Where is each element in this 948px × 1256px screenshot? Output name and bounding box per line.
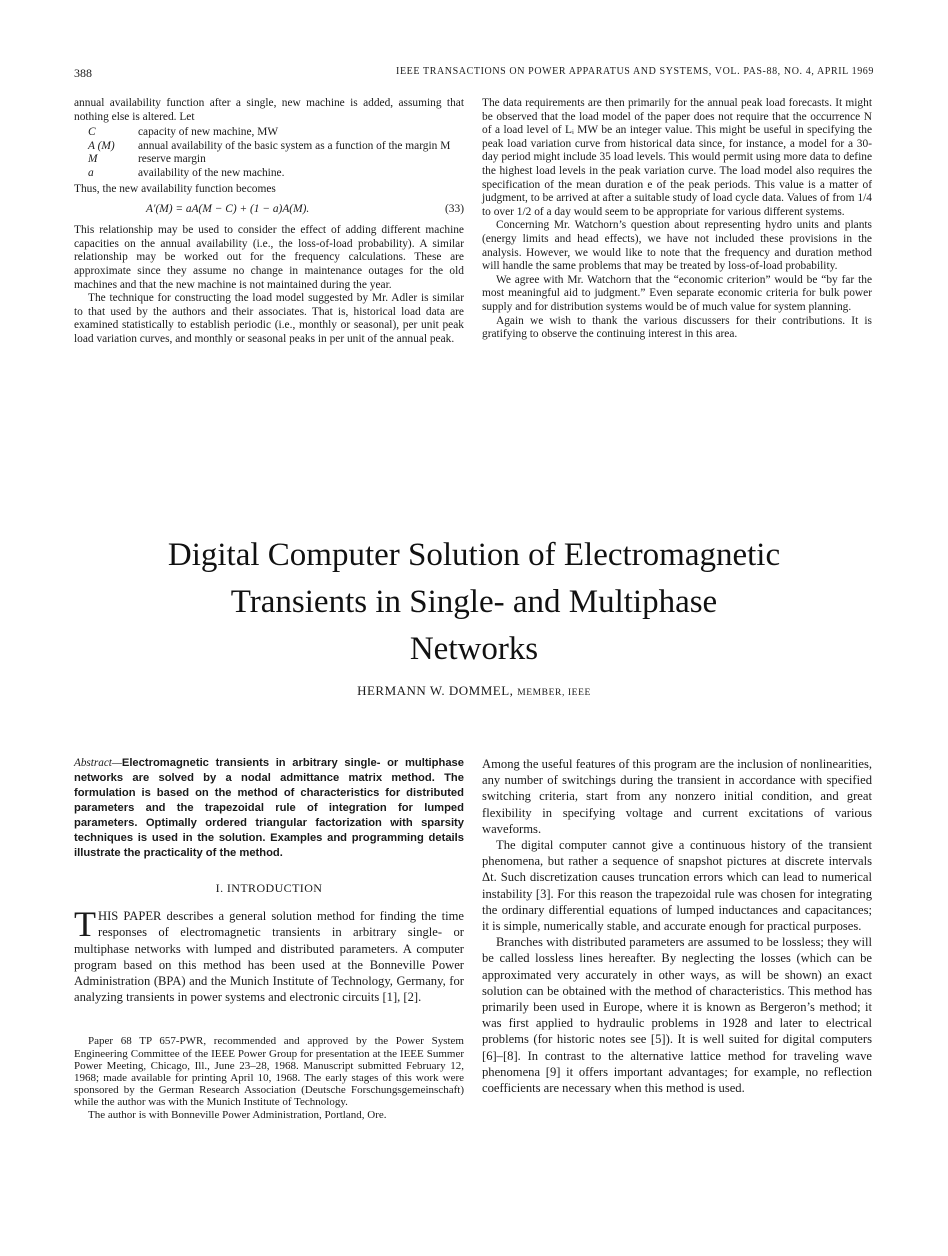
paragraph: The digital computer cannot give a continuous history of the transient phenomena, but rather a sequence of snapshot pictures at discrete intervals Δt. Such discretization causes truncation errors which can lead to numerical instability [3]. For this reason the trapezoidal rule was chosen for integrating the ordinary differential equations of lumped inductances and capacitances; it is simple, numerically stable, and accurate enough for practical purposes.: [482, 838, 872, 934]
definition-text: reserve margin: [138, 153, 206, 166]
definition-list: [74, 126, 464, 180]
author-name: HERMANN W. DOMMEL,: [357, 683, 514, 698]
abstract-text: Electromagnetic transients in arbitrary single- or multiphase networks are solved by a nodal admittance matrix method. The formulation is based on the method of characteristics for distributed parameters and the trapezoidal rule of integration for lumped parameters. Optimally ordered triangular factorization with sparsity techniques is used in the solution. Examples and programming details illustrate the practicality of the method.: [74, 757, 464, 859]
paragraph: Branches with distributed parameters are assumed to be lossless; they will be called lossless lines hereafter. By neglecting the losses (which can be approximated very accurately in other ways, as will be shown) an exact solution can be obtained with the method of characteristics. This method has primarily been used in Europe, where it is known as Bergeron’s method; it was first applied to hydraulic problems in 1928 and later to electrical problems (for historic notes see [5]). It is well suited for digital computers [6]–[8]. In contrast to the alternative lattice method for traveling wave phenomena [9] it offers important advantages; for example, no reflection coefficients are necessary when this method is used.: [482, 935, 872, 1096]
definition-symbol: M: [88, 153, 98, 166]
abstract: [74, 756, 464, 861]
paragraph: This relationship may be used to consider the effect of adding different machine capacities on the annual availability (i.e., the loss-of-load probability). A similar relationship may be worked out for the frequency calculations. These are approximate since they assume no change in maintenance outages for the old machines and that the new machine is not maintained during the year.: [74, 224, 464, 291]
journal-title: IEEE TRANSACTIONS ON POWER APPARATUS AND SYSTEMS, VOL. PAS-88, NO. 4, APRIL 1969: [396, 66, 874, 77]
page-number: 388: [74, 66, 92, 80]
equation-number: (33): [445, 203, 464, 216]
intro-paragraph: [74, 904, 464, 1005]
paragraph: We agree with Mr. Watchorn that the “economic criterion” would be “by far the most meaningful aid to judgment.” Even separate economic criteria for bulk power supply and for distribution systems would be of much value for system planning.: [482, 273, 872, 313]
definition-row: [74, 140, 464, 154]
article-title: [60, 532, 888, 673]
discussion-right-column: [482, 97, 872, 342]
intro-text: HIS PAPER describes a general solution method for finding the time responses of electromagnetic transients in arbitrary single- or multiphase networks with lumped and distributed parameters. A computer program based on this method has been used at the Bonneville Power Administration (BPA) and the Munich Institute of Technology, Germany, for analyzing transients in power systems and electronic circuits [1], [2].: [74, 909, 464, 1005]
definition-symbol: a: [88, 166, 94, 179]
paragraph: The data requirements are then primarily for the annual peak load forecasts. It might be observed that the load model of the paper does not require that the occurrence N of a load level of Lᵢ MW be an integer value. This might be useful in specifying the peak load variation curve from historical data since, for instance, a model for a 30-day period might include 35 load levels. This would permit using more data to define the highest load levels in the peak variation curve. The load model also requires the specification of the mean duration e of the peak periods. This value is a matter of judgment, to be arrived at after a suitable study of load cycle data. Values of from 1/4 to over 1/2 of a day would seem to be appropriate for various different systems.: [482, 97, 872, 218]
definition-text: availability of the new machine.: [138, 166, 285, 179]
title-line: Networks: [409, 631, 539, 667]
article-right-column: [482, 756, 872, 1096]
drop-cap: T: [74, 904, 96, 945]
discussion-left-column: [74, 97, 464, 347]
definition-symbol: A (M): [88, 139, 115, 152]
title-line: Digital Computer Solution of Electromagnetic: [167, 537, 781, 573]
footnote-text: The author is with Bonneville Power Administration, Portland, Ore.: [88, 1108, 387, 1121]
equation-33: [74, 201, 464, 221]
article-left-column: [74, 756, 464, 1121]
footnote-text: Paper 68 TP 657-PWR, recommended and approved by the Power System Engineering Committee of the IEEE Power Group for presentation at the IEEE Summer Power Meeting, Chicago, Ill., June 23–28, 1968. Manuscript submitted February 12, 1968; made available for printing April 10, 1968. The early stages of this work were sponsored by the German Research Association (Deutsche Forschungsgemeinschaft) while the author was with the Munich Institute of Technology.: [74, 1035, 464, 1109]
author-byline: [60, 683, 888, 699]
section-heading: I. INTRODUCTION: [215, 881, 323, 895]
paragraph: annual availability function after a single, new machine is added, assuming that nothing else is altered. Let: [74, 97, 464, 123]
definition-row: [74, 167, 464, 181]
title-line: Transients in Single- and Multiphase: [230, 584, 718, 620]
running-header: [74, 66, 874, 82]
definition-symbol: C: [88, 126, 96, 139]
footnote: [74, 1035, 464, 1120]
abstract-label: Abstract—: [74, 757, 122, 769]
definition-text: capacity of new machine, MW: [138, 126, 279, 139]
paragraph: Again we wish to thank the various discussers for their contributions. It is gratifying to observe the continuing interest in this area.: [482, 314, 872, 341]
paragraph: Thus, the new availability function becomes: [74, 182, 276, 195]
definition-row: [74, 126, 464, 140]
paragraph: Among the useful features of this program are the inclusion of nonlinearities, any number of switchings during the transient in accordance with specified switching criteria, start from any nonzero initial condition, and great flexibility in specifying voltage and current excitations of various waveforms.: [482, 757, 872, 836]
paragraph: Concerning Mr. Watchorn’s question about representing hydro units and plants (energy limits and head effects), we have not included these provisions in the analysis. However, we would like to note that the frequency and duration method will handle the same problems that may be treated by loss-of-load probability.: [482, 219, 872, 273]
equation-expression: A′(M) = aA(M − C) + (1 − a)A(M).: [146, 203, 310, 216]
author-membership: MEMBER, IEEE: [517, 688, 591, 698]
definition-row: [74, 153, 464, 167]
paragraph: The technique for constructing the load model suggested by Mr. Adler is similar to that used by the authors and their associates. That is, historical load data are examined statistically to establish periodic (i.e., monthly or seasonal), per unit peak load variation curves, and monthly or seasonal peaks in per unit of the annual peak.: [74, 292, 464, 345]
definition-text: annual availability of the basic system as a function of the margin M: [138, 139, 451, 152]
